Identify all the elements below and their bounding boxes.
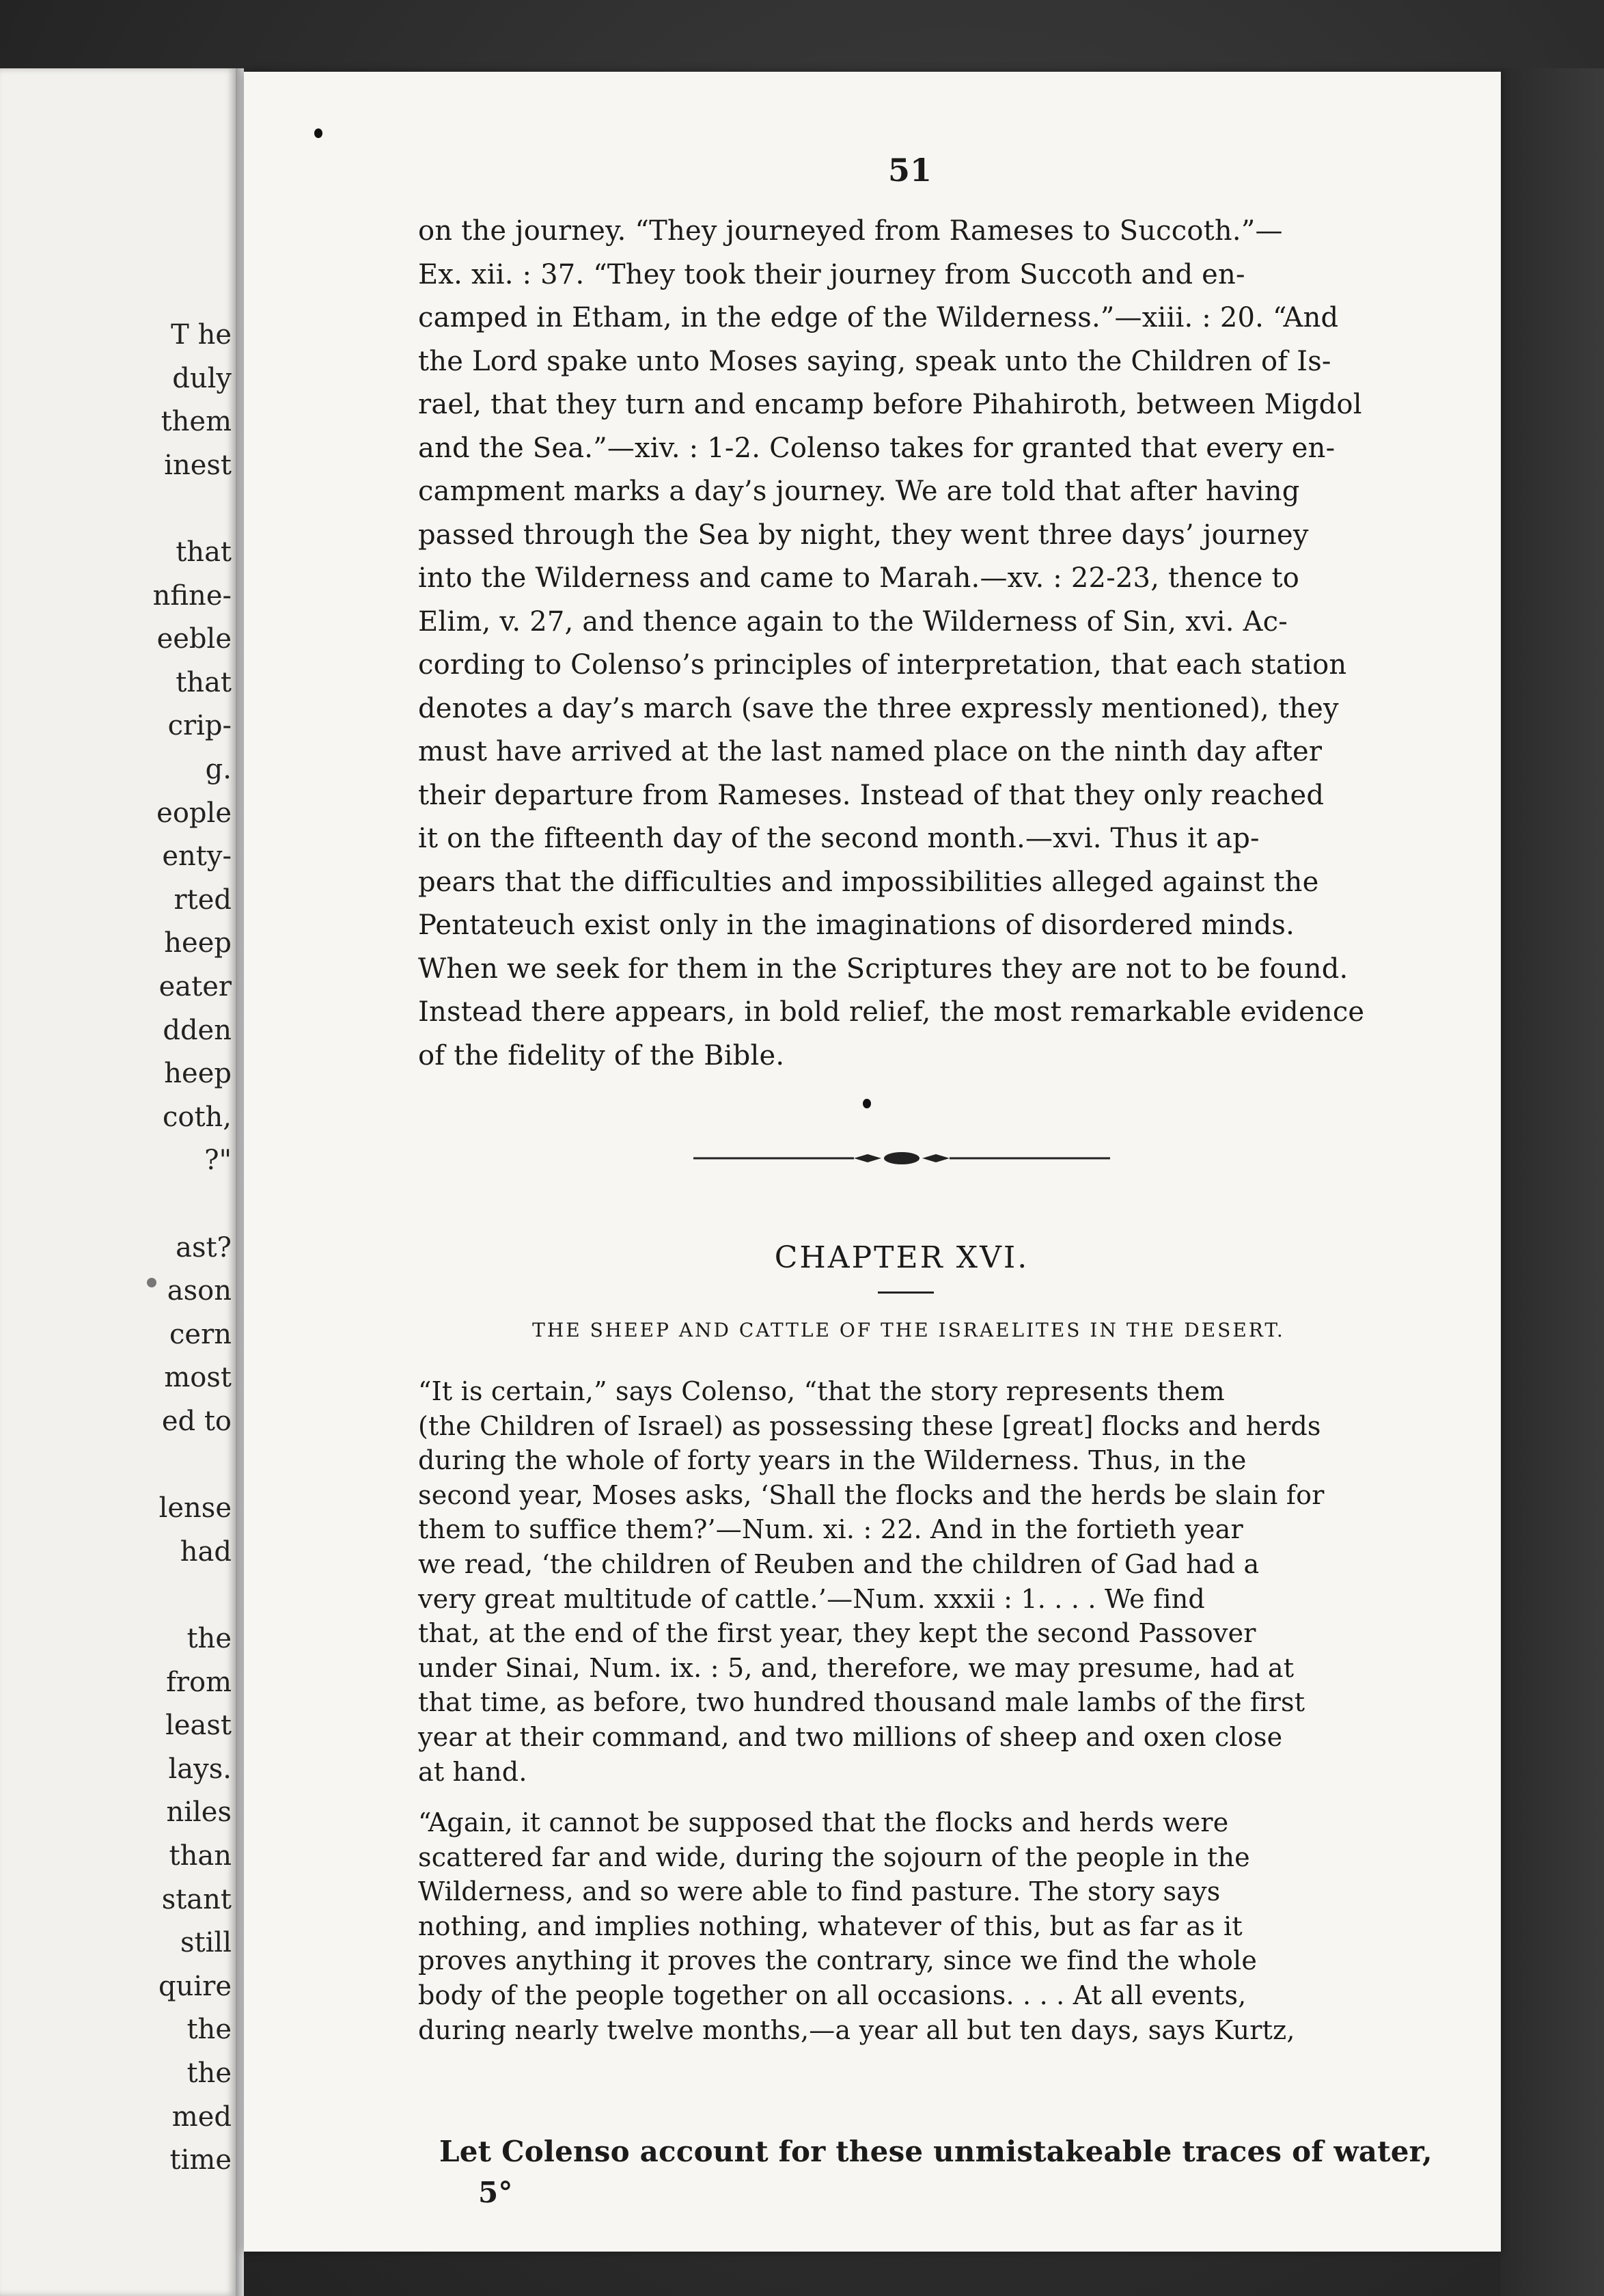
text-line: Elim, v. 27, and thence again to the Wilderness of Sin, xvi. Ac- [418, 605, 1288, 638]
left-page-fragment: time [169, 2144, 232, 2176]
ink-dot [863, 1099, 871, 1108]
left-page-fragment: cern [169, 1318, 232, 1350]
text-line: Ex. xii. : 37. “They took their journey from Succoth and en- [418, 258, 1245, 290]
text-line: Instead there appears, in bold relief, the most remarkable evidence [418, 996, 1365, 1028]
left-page-fragment: niles [166, 1796, 232, 1829]
text-line: denotes a day’s march (save the three expressly mentioned), they [418, 692, 1339, 724]
left-page-fragment: duly [172, 362, 232, 394]
text-line: very great multitude of cattle.’—Num. xxxii : 1. . . . We find [418, 1583, 1205, 1614]
left-page-fragment: eeble [156, 623, 232, 655]
left-page-fragment: lays. [168, 1753, 232, 1785]
text-line: rael, that they turn and encamp before Pihahiroth, between Migdol [418, 389, 1362, 420]
text-line: at hand. [418, 1756, 527, 1787]
left-page-fragment: med [171, 2101, 232, 2133]
text-line: and the Sea.”—xiv. : 1-2. Colenso takes for granted that every en- [418, 432, 1336, 464]
text-line: second year, Moses asks, ‘Shall the flocks and the herds be slain for [418, 1479, 1325, 1510]
chapter-rule [878, 1292, 934, 1294]
left-page-fragment: that [176, 666, 232, 698]
text-line: passed through the Sea by night, they went three days’ journey [418, 519, 1309, 551]
page-number: 51 [888, 152, 932, 189]
left-page-fragment: the [186, 1623, 232, 1654]
text-line: them to suffice them?’—Num. xi. : 22. And in the fortieth year [418, 1514, 1243, 1545]
left-page-fragment: eater [158, 971, 232, 1002]
left-page-fragment: from [166, 1666, 232, 1698]
left-page-fragment: heep [164, 927, 232, 959]
text-line: nothing, and implies nothing, whatever of this, but as far as it [418, 1911, 1243, 1941]
left-page-fragment: quire [158, 1970, 232, 2002]
left-page-fragment: dden [163, 1014, 232, 1046]
left-page-fragment: most [164, 1362, 232, 1394]
signature-mark: 5° [478, 2176, 513, 2209]
text-line: that, at the end of the first year, they kept the second Passover [418, 1618, 1256, 1649]
left-page-fragment: T he [171, 319, 232, 351]
left-page-fragment: coth, [162, 1101, 232, 1133]
left-page-fragment: lense [158, 1492, 232, 1525]
footnote: Let Colenso account for these unmistakeable traces of water, [439, 2135, 1433, 2168]
text-line: When we seek for them in the Scriptures they are not to be found. [418, 953, 1349, 985]
left-page-fragment: enty- [162, 840, 232, 873]
text-line: that time, as before, two hundred thousand male lambs of the first [418, 1687, 1305, 1718]
chapter-subtitle: THE SHEEP AND CATTLE OF THE ISRAELITES IN THE DESERT. [532, 1319, 1285, 1341]
ink-dot [314, 128, 322, 138]
left-page-fragment: nfine- [152, 579, 232, 612]
text-line: during the whole of forty years in the Wilderness. Thus, in the [418, 1445, 1247, 1476]
left-page-fragment: crip- [167, 710, 232, 742]
left-page-fragment: least [165, 1710, 232, 1742]
text-line: under Sinai, Num. ix. : 5, and, therefore, we may presume, had at [418, 1652, 1295, 1683]
left-page-fragment: the [186, 2014, 232, 2046]
left-page-fragment: the [186, 2058, 232, 2089]
text-line: “Again, it cannot be supposed that the flocks and herds were [418, 1807, 1229, 1837]
left-page-fragment: ?" [204, 1145, 232, 1177]
text-line: during nearly twelve months,—a year all but ten days, says Kurtz, [418, 2014, 1295, 2045]
left-page-fragment: rted [174, 884, 232, 916]
text-line: the Lord spake unto Moses saying, speak unto the Children of Is- [418, 345, 1331, 377]
text-line: Pentateuch exist only in the imaginations of disordered minds. [418, 910, 1295, 941]
text-line: must have arrived at the last named place on the ninth day after [418, 736, 1323, 767]
left-page-fragment: than [169, 1840, 232, 1872]
text-line: “It is certain,” says Colenso, “that the story represents them [418, 1376, 1225, 1406]
chapter-title: CHAPTER XVI. [774, 1240, 1029, 1275]
left-page-fragment: eople [156, 797, 232, 829]
text-line: Wilderness, and so were able to find pasture. The story says [418, 1876, 1221, 1907]
left-page-fragment: heep [164, 1058, 232, 1090]
text-line: pears that the difficulties and impossibilities alleged against the [418, 866, 1319, 898]
text-line: on the journey. “They journeyed from Rameses to Succoth.”— [418, 215, 1283, 247]
text-line: body of the people together on all occasions. . . . At all events, [418, 1980, 1247, 2010]
left-page-fragment: ason [167, 1275, 232, 1307]
text-line: into the Wilderness and came to Marah.—xv. : 22-23, thence to [418, 562, 1300, 594]
text-line: year at their command, and two millions of sheep and oxen close [418, 1722, 1283, 1752]
text-line: cording to Colenso’s principles of interpretation, that each station [418, 649, 1347, 681]
text-line: of the fidelity of the Bible. [418, 1039, 785, 1071]
text-line: their departure from Rameses. Instead of that they only reached [418, 779, 1325, 811]
text-line: proves anything it proves the contrary, since we find the whole [418, 1945, 1258, 1976]
ornament-divider [693, 1145, 1110, 1172]
left-page-fragment: ed to [161, 1406, 232, 1437]
text-line: we read, ‘the children of Reuben and the children of Gad had a [418, 1549, 1260, 1579]
left-page-fragment: had [180, 1535, 232, 1568]
left-page-fragment: stant [161, 1883, 232, 1915]
text-line: it on the fifteenth day of the second month.—xvi. Thus it ap- [418, 823, 1260, 854]
left-page-fragment: ast? [176, 1231, 232, 1263]
left-page [0, 68, 236, 2296]
left-page-fragment: inest [164, 449, 232, 481]
text-line: camped in Etham, in the edge of the Wilderness.”—xiii. : 20. “And [418, 302, 1339, 333]
left-page-fragment: them [161, 406, 232, 438]
left-page-fragment: still [180, 1927, 232, 1959]
left-page-fragment: g. [205, 754, 232, 785]
dark-edge-right [1501, 68, 1604, 2296]
text-line: (the Children of Israel) as possessing these [great] flocks and herds [418, 1410, 1321, 1441]
text-line: campment marks a day’s journey. We are told that after having [418, 476, 1300, 507]
text-line: scattered far and wide, during the sojourn of the people in the [418, 1842, 1250, 1872]
book-gutter [236, 68, 244, 2296]
ink-dot [147, 1278, 156, 1287]
left-page-fragment: that [176, 536, 232, 568]
